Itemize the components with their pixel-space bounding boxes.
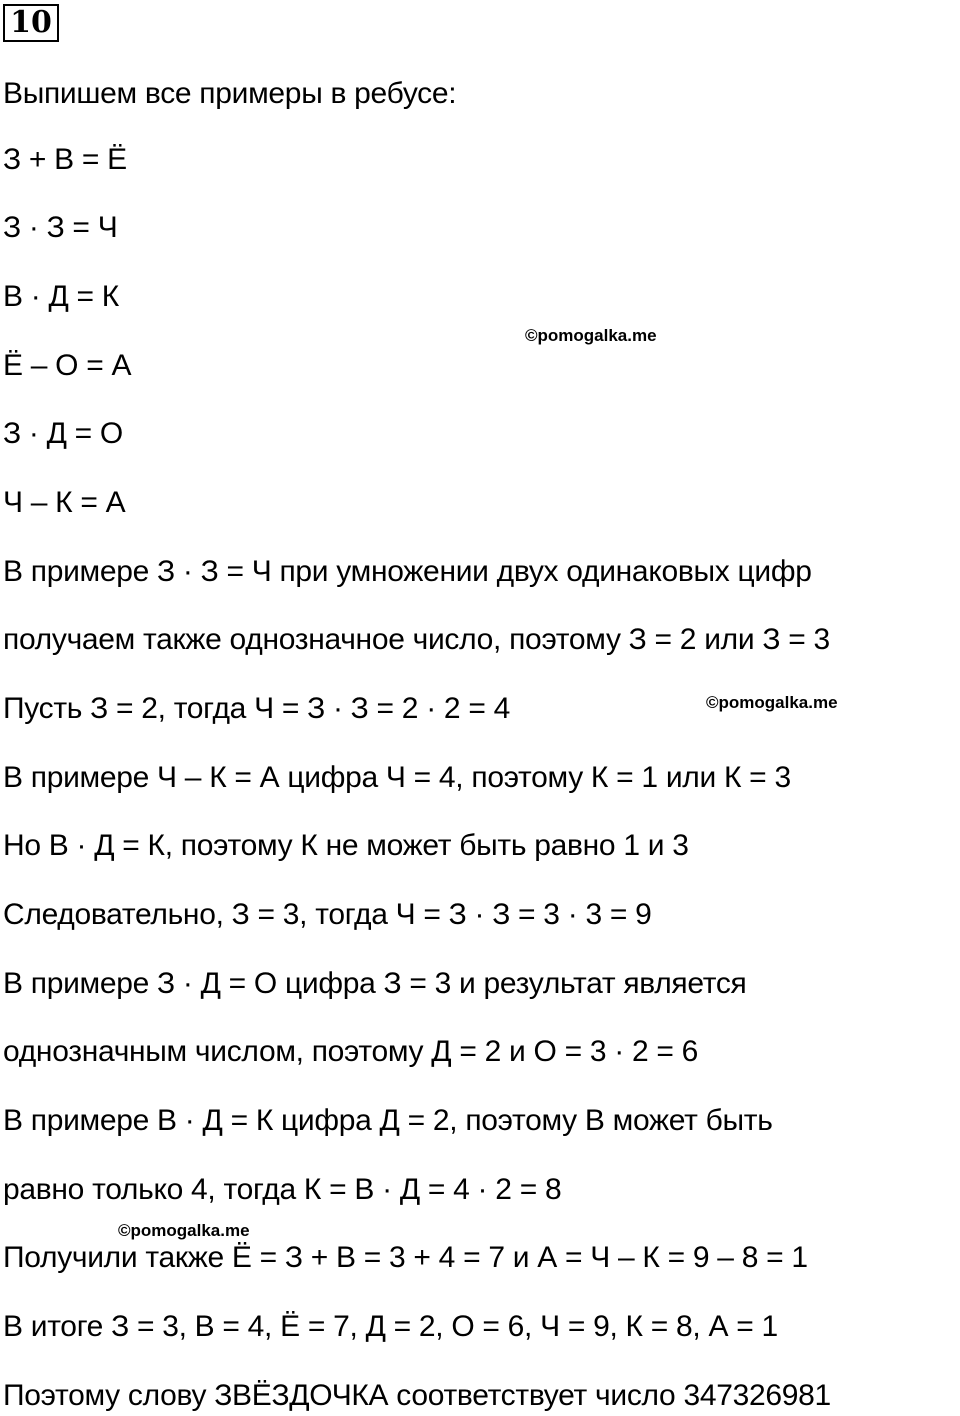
text-line-reasoning-10: равно только 4, тогда К = В · Д = 4 · 2 = 8 (3, 1173, 562, 1206)
text-line-reasoning-5: Но В · Д = К, поэтому К не может быть равно 1 и 3 (3, 829, 689, 862)
text-line-reasoning-3: Пусть З = 2, тогда Ч = З · З = 2 · 2 = 4 (3, 692, 510, 725)
text-line-reasoning-4: В примере Ч – К = А цифра Ч = 4, поэтому К = 1 или К = 3 (3, 761, 791, 794)
watermark: ©pomogalka.me (118, 1221, 250, 1240)
text-line-example-3: В · Д = К (3, 280, 119, 313)
task-number-box: 10 (3, 4, 59, 42)
text-line-example-5: З · Д = О (3, 417, 123, 450)
text-line-reasoning-7: В примере З · Д = О цифра З = 3 и результат является (3, 967, 747, 1000)
watermark: ©pomogalka.me (706, 693, 838, 712)
text-line-reasoning-11: Получили также Ё = З + В = 3 + 4 = 7 и А = Ч – К = 9 – 8 = 1 (3, 1241, 808, 1274)
text-line-reasoning-2: получаем также однозначное число, поэтому З = 2 или З = 3 (3, 623, 830, 656)
text-line-answer: Поэтому слову ЗВЁЗДОЧКА соответствует число 347326981 (3, 1379, 831, 1412)
text-line-reasoning-1: В примере З · З = Ч при умножении двух одинаковых цифр (3, 555, 812, 588)
text-line-reasoning-8: однозначным числом, поэтому Д = 2 и О = 3 · 2 = 6 (3, 1035, 699, 1068)
text-line-summary: В итоге З = 3, В = 4, Ё = 7, Д = 2, О = 6, Ч = 9, К = 8, А = 1 (3, 1310, 778, 1343)
text-line-example-2: З · З = Ч (3, 211, 118, 244)
watermark: ©pomogalka.me (525, 326, 657, 345)
text-line-reasoning-9: В примере В · Д = К цифра Д = 2, поэтому В может быть (3, 1104, 773, 1137)
text-line-example-4: Ё – О = А (3, 349, 132, 382)
text-line-intro: Выпишем все примеры в ребусе: (3, 77, 457, 110)
text-line-example-1: З + В = Ё (3, 143, 127, 176)
text-line-reasoning-6: Следовательно, З = 3, тогда Ч = З · З = 3 · 3 = 9 (3, 898, 652, 931)
text-line-example-6: Ч – К = А (3, 486, 126, 519)
